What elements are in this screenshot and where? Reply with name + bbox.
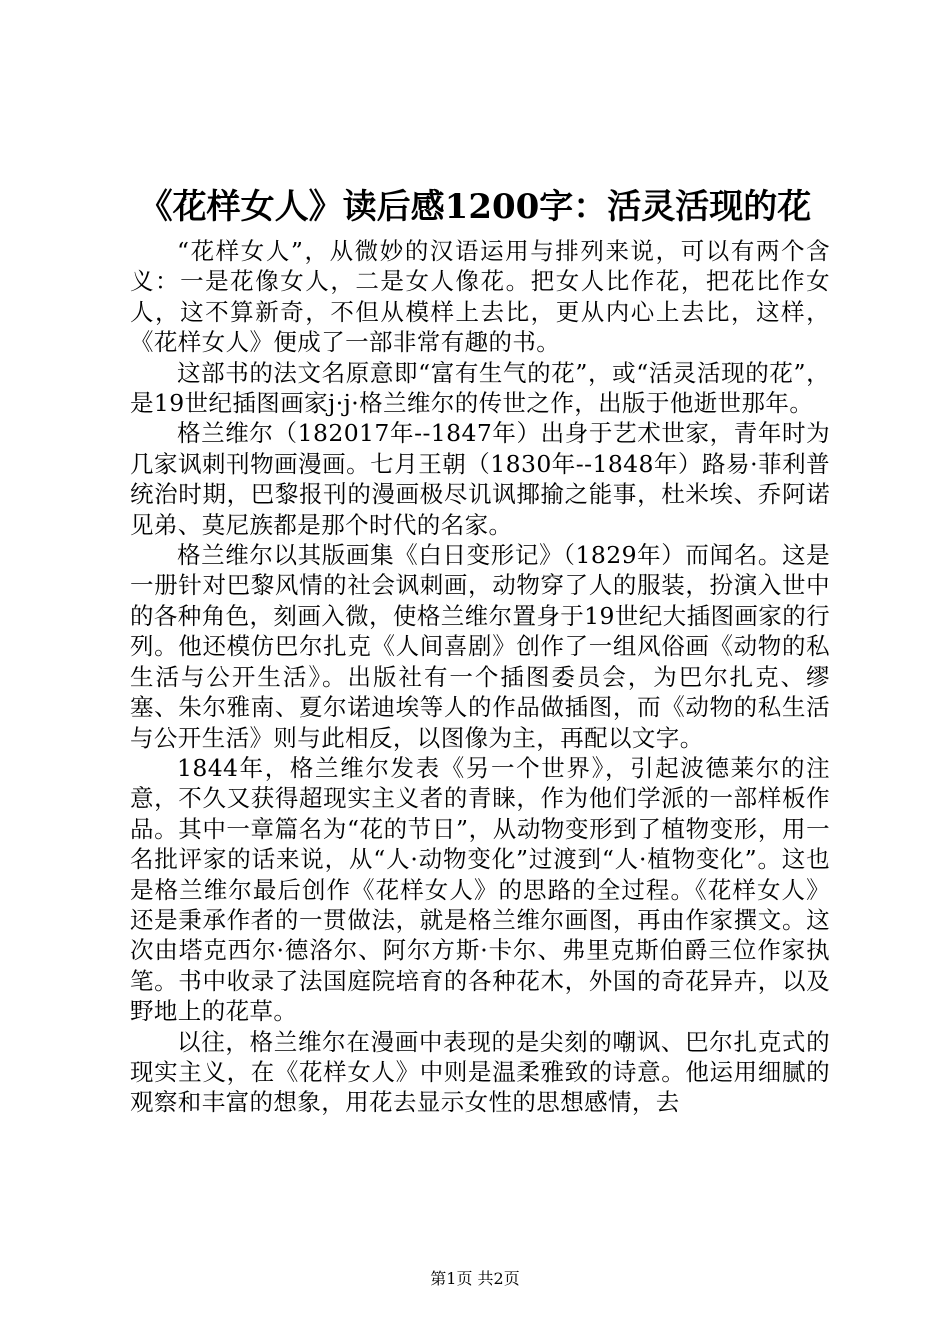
paragraph: 格兰维尔以其版画集《白日变形记》（1829年）而闻名。这是一册针对巴黎风情的社会讽刺画，动物穿了人的服装，扮演入世中的各种角色，刻画入微，使格兰维尔置身于19世纪大插图画家的行列。他还模仿巴尔扎克《人间喜剧》创作了一组风俗画《动物的私生活与公开生活》。出版社有一个插图委员会，为巴尔扎克、缪塞、朱尔雅南、夏尔诺迪埃等人的作品做插图，而《动物的私生活与公开生活》则与此相反，以图像为主，再配以文字。 [130,541,830,752]
document-title: 《花样女人》读后感1200字：活灵活现的花 [138,187,812,227]
paragraph: “花样女人”，从微妙的汉语运用与排列来说，可以有两个含义：一是花像女人，二是女人像花。把女人比作花，把花比作女人，这不算新奇，不但从模样上去比，更从内心上去比，这样，《花样女人》便成了一部非常有趣的书。 [130,237,830,357]
paragraph: 1844年，格兰维尔发表《另一个世界》，引起波德莱尔的注意，不久又获得超现实主义者的青睐，作为他们学派的一部样板作品。其中一章篇名为“花的节日”，从动物变形到了植物变形，用一名批评家的话来说，从“人·动物变化”过渡到“人·植物变化”。这也是格兰维尔最后创作《花样女人》的思路的全过程。《花样女人》还是秉承作者的一贯做法，就是格兰维尔画图，再由作家撰文。这次由塔克西尔·德洛尔、阿尔方斯·卡尔、弗里克斯伯爵三位作家执笔。书中收录了法国庭院培育的各种花木，外国的奇花异卉，以及野地上的花草。 [130,753,830,1026]
paragraph: 格兰维尔（182017年--1847年）出身于艺术世家，青年时为几家讽刺刊物画漫画。七月王朝（1830年--1848年）路易·菲利普统治时期，巴黎报刊的漫画极尽讥讽揶揄之能事，杜米埃、乔阿诺见弟、莫尼族都是那个时代的名家。 [130,419,830,539]
paragraph: 以往，格兰维尔在漫画中表现的是尖刻的嘲讽、巴尔扎克式的现实主义，在《花样女人》中则是温柔雅致的诗意。他运用细腻的观察和丰富的想象，用花去显示女性的思想感情，去 [130,1027,830,1117]
document-body [130,236,830,1118]
page-number-footer: 第1页 共2页 [430,1269,520,1288]
paragraph: 这部书的法文名原意即“富有生气的花”，或“活灵活现的花”，是19世纪插图画家j·j·格兰维尔的传世之作，出版于他逝世那年。 [130,358,830,418]
